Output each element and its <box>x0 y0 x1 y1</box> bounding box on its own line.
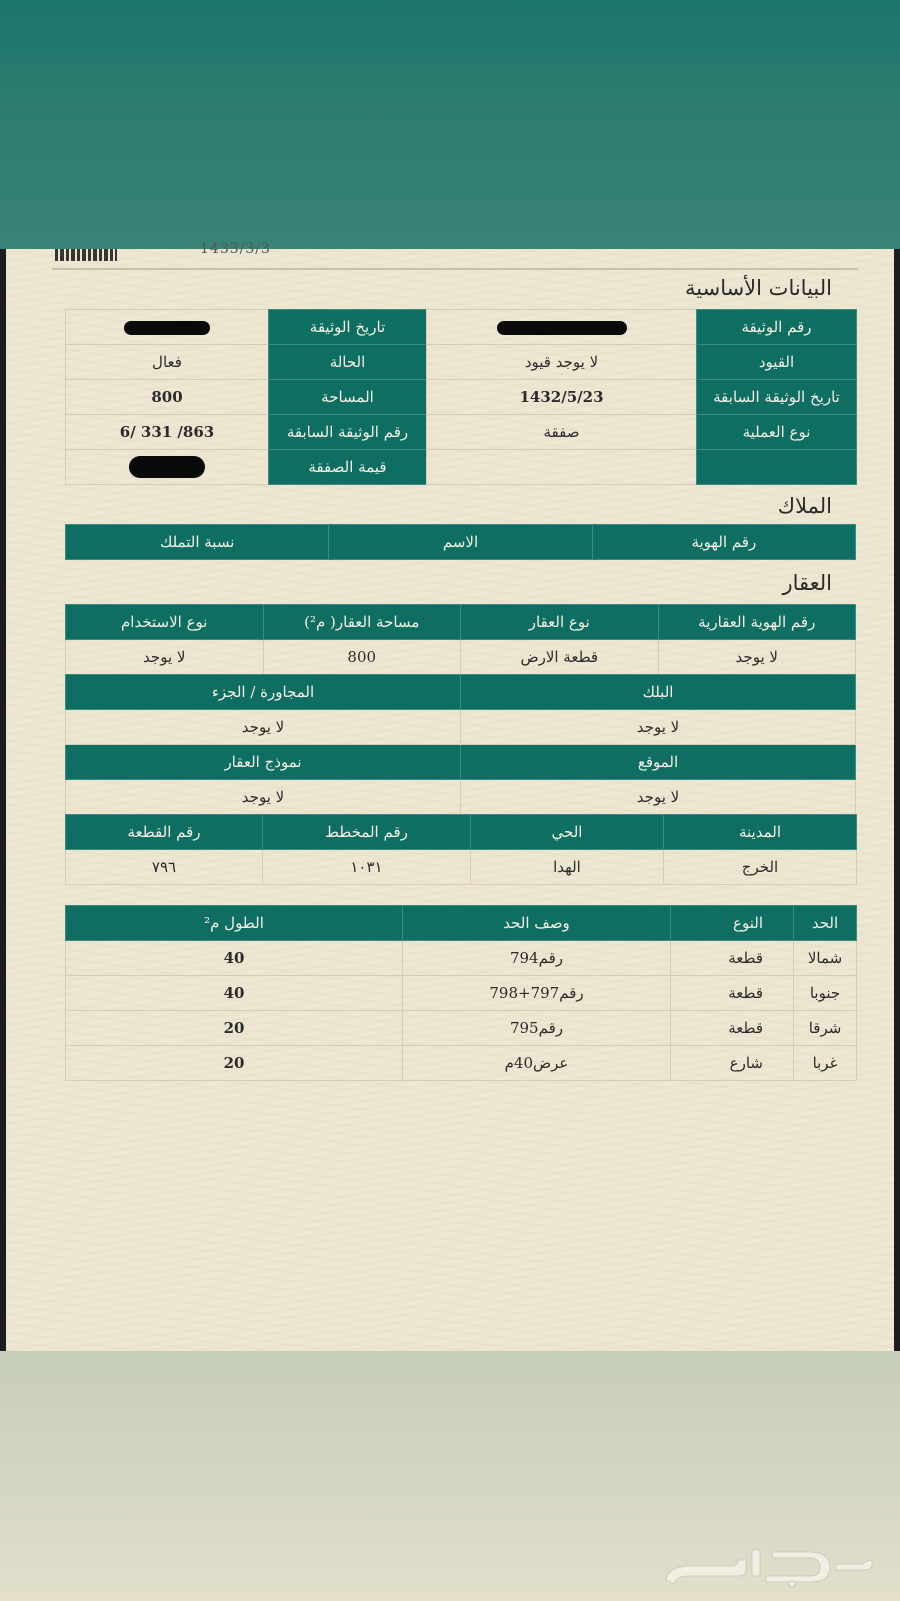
property-table-block <box>65 674 856 815</box>
value-area: 800 <box>66 380 269 415</box>
owners-header-row <box>66 525 856 560</box>
boundary-row <box>66 941 857 976</box>
property-value-row <box>66 780 856 815</box>
haraj-watermark-logo <box>660 1540 875 1588</box>
boundary-row <box>66 1011 857 1046</box>
value-city: الخرج <box>664 850 857 885</box>
header-property-model: نموذج العقار <box>66 745 461 780</box>
label-previous-document-date: تاريخ الوثيقة السابقة <box>697 380 857 415</box>
basic-info-row <box>66 415 857 450</box>
redaction-mark <box>497 321 627 335</box>
basic-info-table <box>65 309 857 485</box>
boundaries-table <box>65 905 857 1081</box>
header-city: المدينة <box>664 815 857 850</box>
label-deal-value: قيمة الصفقة <box>269 450 427 485</box>
basic-info-row <box>66 450 857 485</box>
value-status: فعال <box>66 345 269 380</box>
boundary-type: قطعة <box>671 941 794 976</box>
boundary-type: شارع <box>671 1046 794 1081</box>
header-boundary: الحد <box>794 906 857 941</box>
header-ownership-ratio: نسبة التملك <box>66 525 329 560</box>
boundary-length: 40 <box>66 941 403 976</box>
boundary-description: رقم794 <box>403 941 671 976</box>
value-operation-type: صفقة <box>427 415 697 450</box>
screen-frame-right <box>894 249 900 1351</box>
boundary-description: رقم795 <box>403 1011 671 1046</box>
value-plan-number: ١٠٣١ <box>263 850 471 885</box>
top-teal-band <box>0 0 900 249</box>
property-header-row <box>66 745 856 780</box>
header-type: النوع <box>671 906 794 941</box>
deed-document <box>6 241 894 1351</box>
boundaries-header-row <box>66 906 857 941</box>
header-id-number: رقم الهوية <box>592 525 855 560</box>
header-date: 1433/3/3 <box>200 241 271 257</box>
boundary-direction: جنوبا <box>794 976 857 1011</box>
value-block: لا يوجد <box>461 710 856 745</box>
value-property-type: قطعة الارض <box>461 640 659 675</box>
basic-info-row <box>66 380 857 415</box>
value-usage-type: لا يوجد <box>66 640 264 675</box>
boundary-direction: شرقا <box>794 1011 857 1046</box>
value-document-date <box>66 310 269 345</box>
header-length: الطول م² <box>66 906 403 941</box>
redaction-mark <box>124 321 210 335</box>
label-restrictions: القيود <box>697 345 857 380</box>
haraj-logo-icon <box>660 1540 875 1588</box>
basic-info-title: البيانات الأساسية <box>685 276 832 300</box>
property-table-city <box>65 814 857 885</box>
boundary-length: 20 <box>66 1046 403 1081</box>
header-usage-type: نوع الاستخدام <box>66 605 264 640</box>
label-operation-type: نوع العملية <box>697 415 857 450</box>
boundary-direction: شمالا <box>794 941 857 976</box>
value-document-number <box>427 310 697 345</box>
header-plan-number: رقم المخطط <box>263 815 471 850</box>
boundary-length: 20 <box>66 1011 403 1046</box>
property-header-row <box>66 675 856 710</box>
header-property-area: مساحة العقار( م²) <box>263 605 461 640</box>
value-deal-value <box>66 450 269 485</box>
property-value-row <box>66 640 856 675</box>
value-property-id: لا يوجد <box>658 640 856 675</box>
header-neighborhood-part: المجاورة / الجزء <box>66 675 461 710</box>
basic-info-row <box>66 310 857 345</box>
value-neighborhood-part: لا يوجد <box>66 710 461 745</box>
label-document-number: رقم الوثيقة <box>697 310 857 345</box>
qr-code-icon <box>55 249 117 261</box>
property-table-main <box>65 604 856 675</box>
header-divider <box>52 268 858 270</box>
header-district: الحي <box>471 815 664 850</box>
header-name: الاسم <box>329 525 592 560</box>
boundary-direction: غربا <box>794 1046 857 1081</box>
boundary-type: قطعة <box>671 1011 794 1046</box>
label-document-date: تاريخ الوثيقة <box>269 310 427 345</box>
header-property-type: نوع العقار <box>461 605 659 640</box>
label-previous-document-number: رقم الوثيقة السابقة <box>269 415 427 450</box>
boundary-length: 40 <box>66 976 403 1011</box>
basic-info-row <box>66 345 857 380</box>
header-block: البلك <box>461 675 856 710</box>
boundary-row <box>66 976 857 1011</box>
owners-table <box>65 524 856 560</box>
boundary-description: رقم797+798 <box>403 976 671 1011</box>
value-empty <box>427 450 697 485</box>
value-district: الهدا <box>471 850 664 885</box>
redaction-mark <box>129 456 205 478</box>
property-value-row <box>66 850 857 885</box>
header-boundary-description: وصف الحد <box>403 906 671 941</box>
boundary-row <box>66 1046 857 1081</box>
property-header-row <box>66 605 856 640</box>
label-empty <box>697 450 857 485</box>
value-previous-document-date: 1432/5/23 <box>427 380 697 415</box>
value-property-area: 800 <box>263 640 461 675</box>
boundary-type: قطعة <box>671 976 794 1011</box>
boundary-description: عرض40م <box>403 1046 671 1081</box>
value-plot-number: ٧٩٦ <box>66 850 263 885</box>
value-property-model: لا يوجد <box>66 780 461 815</box>
value-location: لا يوجد <box>461 780 856 815</box>
value-previous-document-number: 6/ 331 /863 <box>66 415 269 450</box>
property-header-row <box>66 815 857 850</box>
value-restrictions: لا يوجد قيود <box>427 345 697 380</box>
owners-title: الملاك <box>777 494 832 518</box>
property-value-row <box>66 710 856 745</box>
label-area: المساحة <box>269 380 427 415</box>
property-title: العقار <box>782 571 832 595</box>
header-property-id: رقم الهوية العقارية <box>658 605 856 640</box>
label-status: الحالة <box>269 345 427 380</box>
header-location: الموقع <box>461 745 856 780</box>
header-plot-number: رقم القطعة <box>66 815 263 850</box>
